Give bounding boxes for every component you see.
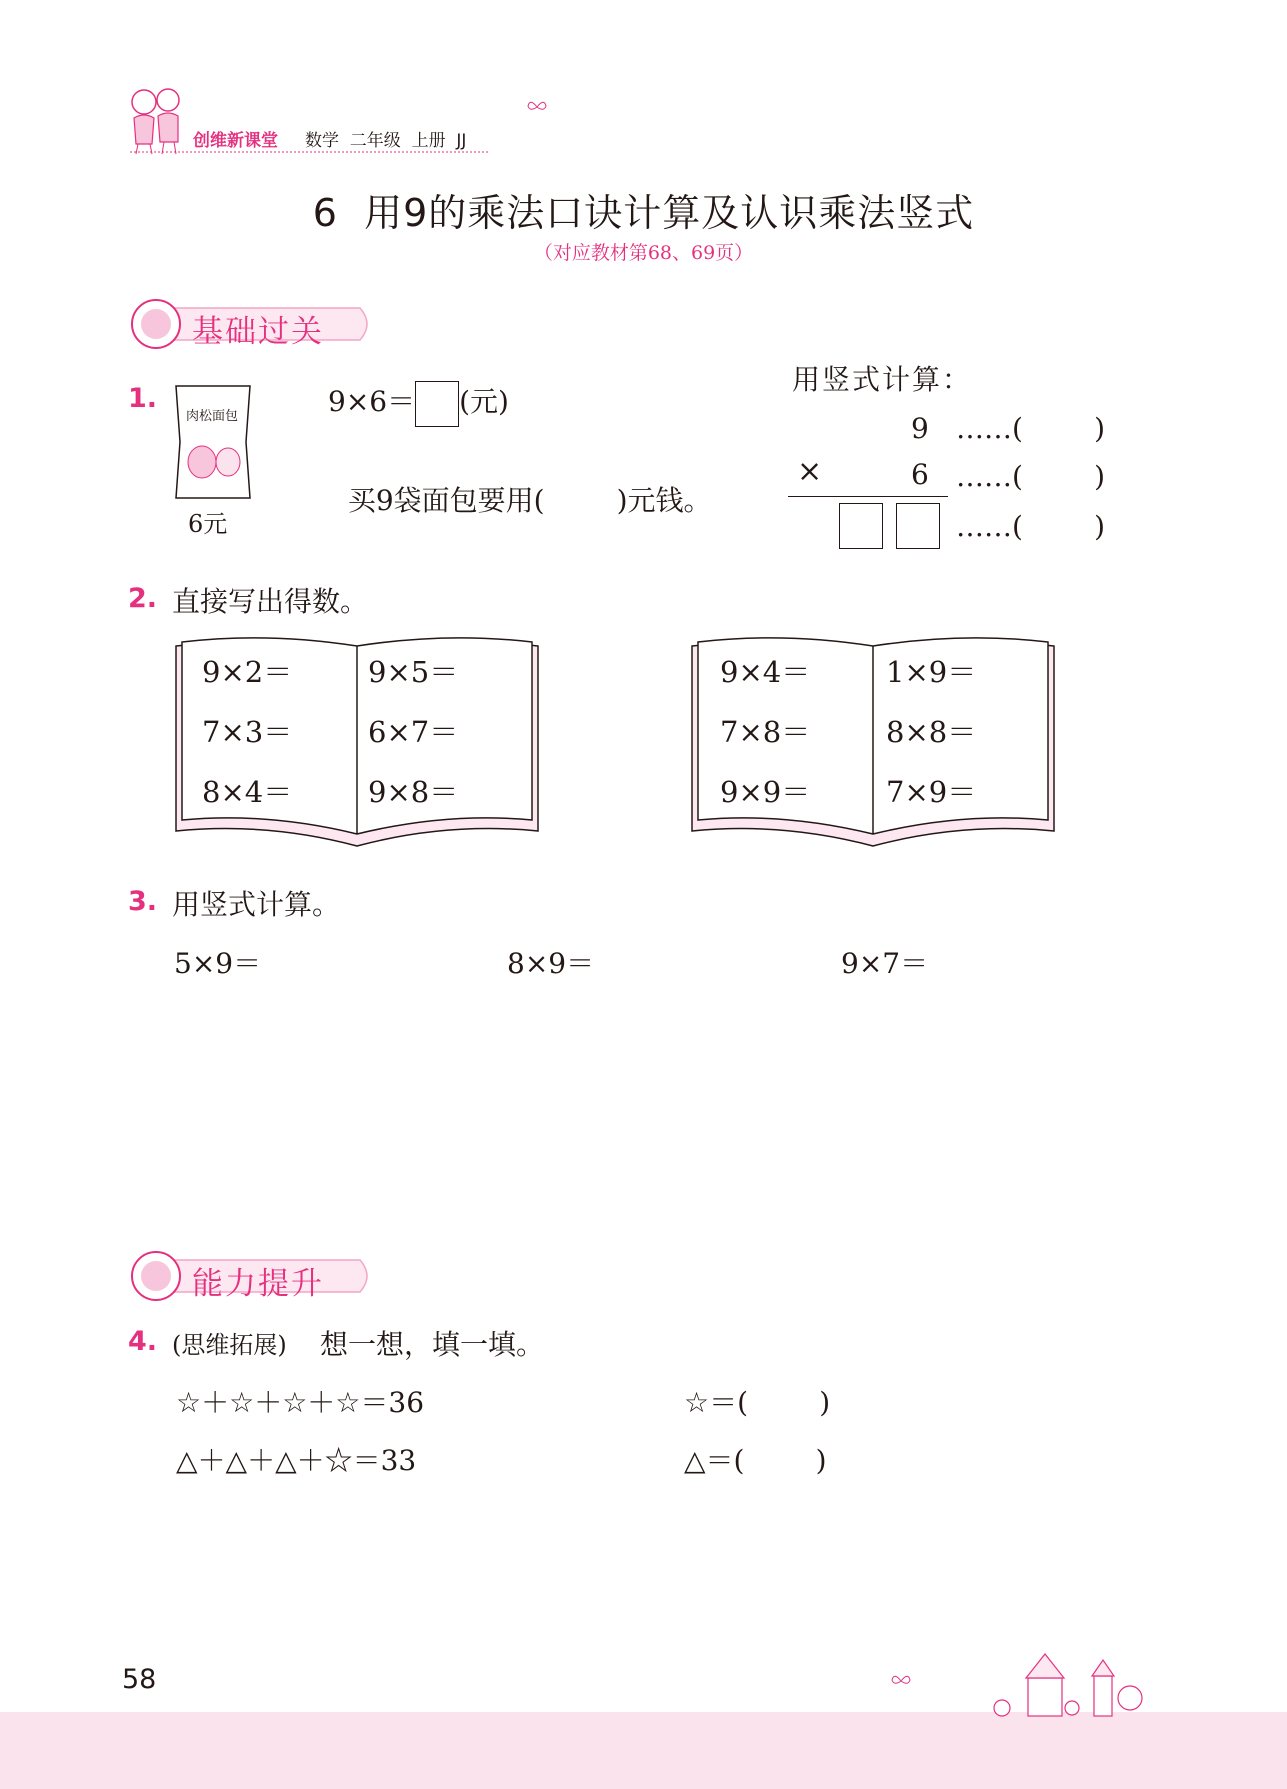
times-sign: × — [797, 454, 823, 489]
expression: 8×4＝ — [202, 775, 293, 809]
sentence-part: )元钱。 — [616, 484, 712, 517]
question-text: 直接写出得数。 — [172, 585, 369, 618]
equation-unit: (元) — [459, 385, 509, 418]
vertical-bottom-digit: 6 — [911, 458, 929, 491]
footer-band — [0, 1712, 1287, 1789]
question-number: 4. — [128, 1326, 158, 1357]
product-ones-box[interactable] — [896, 503, 940, 549]
question-number: 1. — [128, 383, 158, 414]
calc-item: 5×9＝ — [174, 947, 262, 980]
bread-bag-icon — [170, 382, 256, 500]
page-number: 58 — [122, 1664, 157, 1695]
vertical-rule — [788, 496, 948, 497]
equation-row — [328, 380, 509, 427]
expression: 9×9＝ — [720, 775, 811, 809]
open-book-1 — [172, 636, 542, 851]
star-answer-blank[interactable]: ☆＝( ) — [684, 1386, 831, 1419]
annotation-blank-3[interactable]: ……( ) — [956, 510, 1106, 543]
section-label: 基础过关 — [192, 314, 324, 350]
expression: 8×8＝ — [886, 715, 977, 749]
annotation-blank-1[interactable]: ……( ) — [956, 412, 1106, 445]
work-area[interactable] — [150, 990, 1140, 1210]
bread-price-label: 6元 — [188, 510, 228, 538]
castle-icon — [990, 1648, 1170, 1718]
equation-text: 9×6＝ — [328, 385, 416, 418]
expression: 9×4＝ — [720, 655, 811, 689]
product-tens-box[interactable] — [839, 503, 883, 549]
vertical-top-digit: 9 — [911, 412, 929, 445]
bread-bag-label: 肉松面包 — [186, 409, 239, 424]
triangle-equation: △＋△＋△＋☆＝33 — [176, 1444, 417, 1477]
lesson-title: 6 用9的乘法口诀计算及认识乘法竖式 — [312, 191, 975, 235]
answer-box[interactable] — [415, 381, 459, 427]
section-label: 能力提升 — [192, 1266, 324, 1302]
open-book-2 — [688, 636, 1058, 851]
children-mascot-icon — [126, 84, 188, 156]
question-number: 2. — [128, 583, 158, 614]
calc-item: 8×9＝ — [507, 947, 595, 980]
section-banner-advanced — [128, 1248, 378, 1304]
annotation-blank-2[interactable]: ……( ) — [956, 460, 1106, 493]
vertical-calc-title: 用竖式计算： — [792, 363, 973, 396]
word-problem-sentence — [330, 446, 712, 519]
textbook-reference: （对应教材第68、69页） — [533, 242, 754, 264]
butterfly-icon — [890, 1672, 912, 1690]
question-tag: (思维拓展) — [172, 1331, 287, 1359]
brand-name: 创维新课堂 — [193, 131, 278, 151]
expression: 7×9＝ — [886, 775, 977, 809]
question-text: 用竖式计算。 — [172, 888, 341, 921]
butterfly-icon — [526, 98, 548, 116]
section-banner-basic — [128, 296, 378, 352]
expression: 1×9＝ — [886, 655, 977, 689]
expression: 6×7＝ — [368, 715, 459, 749]
triangle-answer-blank[interactable]: △＝( ) — [684, 1444, 827, 1477]
question-text: 想一想，填一填。 — [320, 1328, 545, 1361]
expression: 9×8＝ — [368, 775, 459, 809]
sentence-part: 买9袋面包要用( — [347, 484, 545, 517]
expression: 9×5＝ — [368, 655, 459, 689]
expression: 9×2＝ — [202, 655, 293, 689]
calc-item: 9×7＝ — [841, 947, 929, 980]
expression: 7×3＝ — [202, 715, 293, 749]
book-info: 数学 二年级 上册 JJ — [305, 131, 467, 151]
question-number: 3. — [128, 886, 158, 917]
star-equation: ☆＋☆＋☆＋☆＝36 — [176, 1386, 425, 1419]
expression: 7×8＝ — [720, 715, 811, 749]
